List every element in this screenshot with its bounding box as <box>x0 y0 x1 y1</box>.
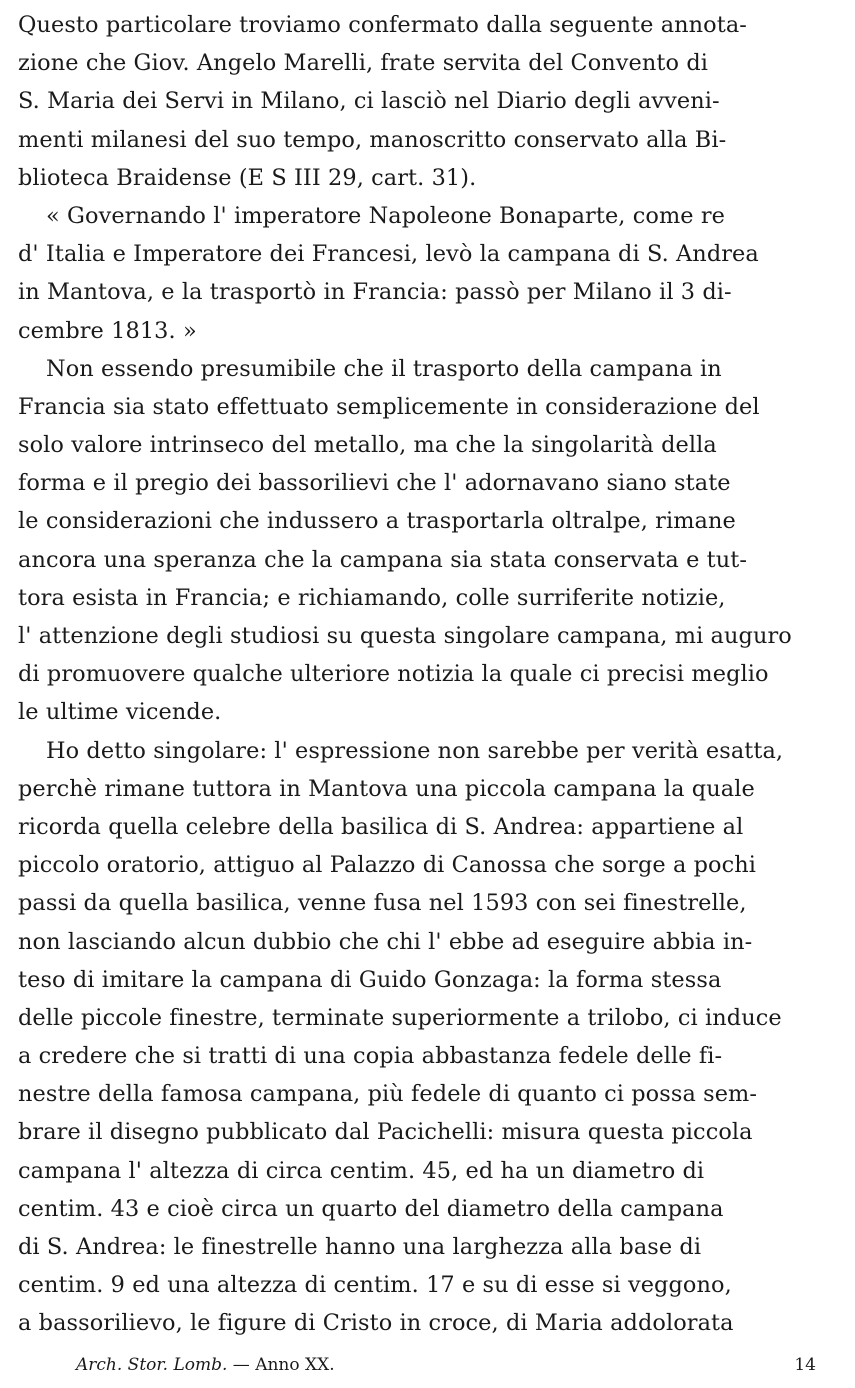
text-line: nestre della famosa campana, più fedele di quanto ci possa sem- <box>18 1081 758 1108</box>
text-line: perchè rimane tuttora in Mantova una piccola campana la quale <box>18 775 755 802</box>
text-line: delle piccole finestre, terminate superiormente a trilobo, ci induce <box>18 1004 782 1031</box>
text-line: teso di imitare la campana di Guido Gonzaga: la forma stessa <box>18 966 722 993</box>
text-line: l' attenzione degli studiosi su questa singolare campana, mi auguro <box>18 623 792 649</box>
text-line: « Governando l' imperatore Napoleone Bonaparte, come re <box>46 202 726 229</box>
text-line: d' Italia e Imperatore dei Francesi, levò la campana di S. Andrea <box>18 241 759 268</box>
text-line: a credere che si tratti di una copia abbastanza fedele delle fi- <box>18 1043 723 1070</box>
journal-year: Anno XX. <box>255 1355 335 1375</box>
text-line: passi da quella basilica, venne fusa nel 1593 con sei finestrelle, <box>18 890 747 917</box>
text-line: piccolo oratorio, attiguo al Palazzo di Canossa che sorge a pochi <box>18 852 757 879</box>
text-line: solo valore intrinseco del metallo, ma che la singolarità della <box>18 432 717 459</box>
text-line: S. Maria dei Servi in Milano, ci lasciò nel Diario degli avveni- <box>18 88 720 115</box>
text-line: a bassorilievo, le figure di Cristo in croce, di Maria addolorata <box>18 1310 734 1337</box>
text-line: brare il disegno pubblicato dal Pacichelli: misura questa piccola <box>18 1119 753 1146</box>
text-line: non lasciando alcun dubbio che chi l' ebbe ad eseguire abbia in- <box>18 928 753 955</box>
text-line: menti milanesi del suo tempo, manoscritto conservato alla Bi- <box>18 126 727 153</box>
text-line: Ho detto singolare: l' espressione non sarebbe per verità esatta, <box>46 737 784 764</box>
text-line: ricorda quella celebre della basilica di S. Andrea: appartiene al <box>18 813 744 840</box>
text-line: le considerazioni che indussero a trasportarla oltralpe, rimane <box>18 508 736 535</box>
text-line: forma e il pregio dei bassorilievi che l' adornavano siano state <box>18 470 731 497</box>
text-line: tora esista in Francia; e richiamando, colle surriferite notizie, <box>18 584 726 611</box>
page-body <box>18 6 840 1343</box>
text-line: Questo particolare troviamo confermato dalla seguente annota- <box>18 12 747 38</box>
page-footer <box>76 1350 816 1380</box>
text-line: in Mantova, e la trasportò in Francia: passò per Milano il 3 di- <box>18 279 732 306</box>
text-line: Non essendo presumibile che il trasporto della campana in <box>46 355 722 382</box>
text-line: blioteca Braidense (E S III 29, cart. 31). <box>18 164 477 191</box>
text-line: cembre 1813. » <box>18 317 197 344</box>
text-line: campana l' altezza di circa centim. 45, ed ha un diametro di <box>18 1157 705 1184</box>
text-line: Francia sia stato effettuato semplicemente in considerazione del <box>18 393 760 420</box>
signature-mark: 14 <box>794 1355 816 1375</box>
text-line: ancora una speranza che la campana sia stata conservata e tut- <box>18 546 748 573</box>
text-line: di promuovere qualche ulteriore notizia la quale ci precisi meglio <box>18 661 769 688</box>
text-line: centim. 43 e cioè circa un quarto del diametro della campana <box>18 1195 724 1222</box>
text-line: le ultime vicende. <box>18 699 222 726</box>
text-line: centim. 9 ed una altezza di centim. 17 e su di esse si veggono, <box>18 1272 732 1299</box>
text-line: di S. Andrea: le finestrelle hanno una larghezza alla base di <box>18 1234 702 1260</box>
footer-separator: — <box>227 1355 256 1375</box>
running-footer <box>76 1350 335 1380</box>
journal-name: Arch. Stor. Lomb. <box>76 1355 228 1375</box>
text-line: zione che Giov. Angelo Marelli, frate servita del Convento di <box>18 50 709 77</box>
